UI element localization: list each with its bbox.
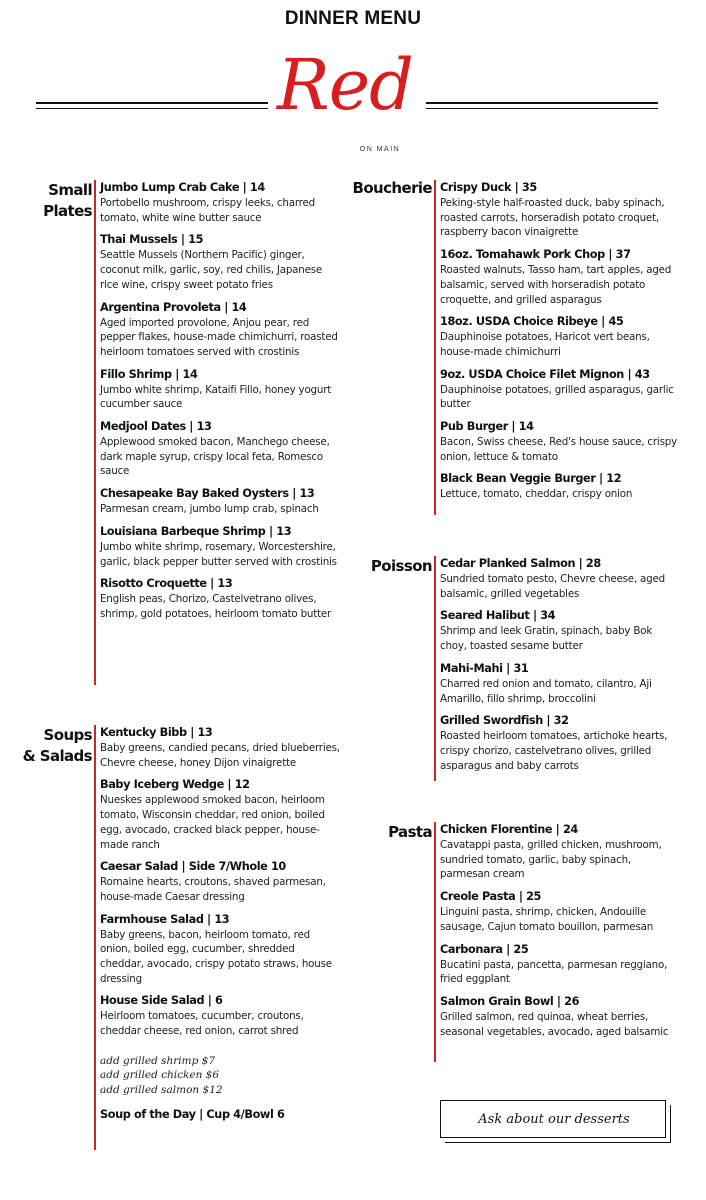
item-description: Bucatini pasta, pancetta, parmesan reggiano, fried eggplant bbox=[440, 958, 668, 986]
header-rule-right-bottom bbox=[426, 108, 658, 109]
section-items bbox=[434, 556, 682, 781]
section-title bbox=[370, 822, 432, 843]
item-name: Jumbo Lump Crab Cake | 14 bbox=[100, 181, 265, 194]
menu-item bbox=[100, 859, 340, 904]
item-description: Grilled salmon, red quinoa, wheat berries, seasonal vegetables, avocado, aged balsamic bbox=[440, 1010, 669, 1038]
addon-item: add grilled shrimp $7 bbox=[100, 1054, 216, 1067]
item-name: Pub Burger | 14 bbox=[440, 420, 534, 434]
section-title-line: & Salads bbox=[22, 747, 92, 765]
menu-item bbox=[100, 725, 340, 770]
item-description: Roasted heirloom tomatoes, artichoke hearts, crispy chorizo, castelvetrano olives, grilled asparagus and baby carrots bbox=[440, 730, 668, 772]
item-name: Black Bean Veggie Burger | 12 bbox=[440, 472, 622, 486]
menu-item bbox=[440, 942, 682, 987]
item-name: Baby Iceberg Wedge | 12 bbox=[100, 778, 250, 792]
menu-item bbox=[440, 180, 682, 240]
item-name: Thai Mussels | 15 bbox=[100, 233, 204, 247]
item-description: Baby greens, bacon, heirloom tomato, red onion, boiled egg, cucumber, shredded cheddar, avocado, crispy potato straws, house dressing bbox=[100, 928, 332, 985]
restaurant-logo-subtext: ON MAIN bbox=[359, 146, 401, 153]
section-title bbox=[340, 178, 432, 199]
dessert-callout bbox=[440, 1100, 666, 1138]
item-description: Heirloom tomatoes, cucumber, croutons, cheddar cheese, red onion, carrot shred bbox=[100, 1010, 304, 1038]
item-name: Medjool Dates | 13 bbox=[100, 420, 212, 434]
section-items bbox=[94, 180, 340, 685]
item-description: Seattle Mussels (Northern Pacific) ginger, coconut milk, garlic, soy, red chilis, Japanese rice wine, crispy sweet potato fries bbox=[100, 249, 323, 291]
menu-item bbox=[100, 912, 340, 987]
item-description: Applewood smoked bacon, Manchego cheese, dark maple syrup, crispy local feta, Romesco sauce bbox=[100, 436, 330, 478]
item-name: Seared Halibut | 34 bbox=[440, 609, 556, 623]
item-description: Jumbo white shrimp, rosemary, Worcestershire, garlic, black pepper butter served with crostinis bbox=[100, 540, 337, 568]
section-title-line: Boucherie bbox=[352, 179, 432, 197]
section-title-line: Plates bbox=[43, 202, 92, 220]
menu-item bbox=[440, 822, 682, 882]
item-description: Sundried tomato pesto, Chevre cheese, aged balsamic, grilled vegetables bbox=[440, 573, 665, 600]
item-description: Dauphinoise potatoes, Haricot vert beans, house-made chimichurri bbox=[440, 331, 650, 358]
item-name: Chicken Florentine | 24 bbox=[440, 823, 578, 836]
item-description: Lettuce, tomato, cheddar, crispy onion bbox=[440, 488, 633, 501]
menu-item bbox=[440, 889, 682, 934]
section-title-line: Small bbox=[48, 181, 92, 199]
item-name: Mahi-Mahi | 31 bbox=[440, 661, 529, 675]
page-title: DINNER MENU bbox=[284, 8, 422, 29]
section-title-line: Pasta bbox=[388, 823, 432, 841]
addon-list bbox=[100, 1054, 340, 1098]
menu-item bbox=[100, 777, 340, 852]
menu-item bbox=[440, 367, 682, 412]
menu-item bbox=[440, 314, 682, 359]
menu-item bbox=[100, 993, 340, 1038]
item-name: Argentina Provoleta | 14 bbox=[100, 300, 247, 314]
menu-item bbox=[440, 713, 682, 773]
item-name: Carbonara | 25 bbox=[440, 942, 529, 956]
item-description: Aged imported provolone, Anjou pear, red pepper flakes, house-made chimichurri, roasted heirloom tomatoes served with crostinis bbox=[100, 316, 338, 358]
item-name: 16oz. Tomahawk Pork Chop | 37 bbox=[440, 248, 631, 262]
menu-item bbox=[440, 247, 682, 307]
item-name: 9oz. USDA Choice Filet Mignon | 43 bbox=[440, 367, 650, 381]
item-name: Farmhouse Salad | 13 bbox=[100, 912, 230, 926]
item-name: Grilled Swordfish | 32 bbox=[440, 714, 569, 728]
menu-item bbox=[100, 300, 340, 360]
addon-item: add grilled chicken $6 bbox=[100, 1069, 220, 1082]
menu-item bbox=[440, 994, 682, 1039]
item-description: Roasted walnuts, Tasso ham, tart apples, aged balsamic, served with horseradish potato croquette, and grilled asparagus bbox=[440, 264, 672, 306]
item-description: Bacon, Swiss cheese, Red's house sauce, crispy onion, lettuce & tomato bbox=[440, 436, 677, 463]
item-description: Portobello mushroom, crispy leeks, charred tomato, white wine butter sauce bbox=[100, 197, 315, 224]
menu-item bbox=[100, 486, 340, 517]
item-name: 18oz. USDA Choice Ribeye | 45 bbox=[440, 315, 624, 329]
section-title bbox=[360, 556, 432, 577]
item-description: Cavatappi pasta, grilled chicken, mushroom, sundried tomato, garlic, baby spinach, parmesan cream bbox=[440, 839, 662, 881]
soup-of-the-day: Soup of the Day | Cup 4/Bowl 6 bbox=[100, 1107, 285, 1121]
menu-item bbox=[440, 471, 682, 502]
menu-item bbox=[440, 556, 682, 601]
menu-item bbox=[440, 608, 682, 653]
section-title-line: Poisson bbox=[370, 557, 432, 575]
item-name: Caesar Salad | Side 7/Whole 10 bbox=[100, 860, 286, 874]
dessert-callout-text: Ask about our desserts bbox=[478, 1112, 630, 1127]
item-name: Salmon Grain Bowl | 26 bbox=[440, 994, 580, 1008]
restaurant-logo: Red bbox=[277, 44, 413, 126]
item-name: Cedar Planked Salmon | 28 bbox=[440, 557, 601, 570]
item-description: Baby greens, candied pecans, dried blueberries, Chevre cheese, honey Dijon vinaigrette bbox=[100, 742, 340, 769]
menu-item bbox=[100, 576, 340, 621]
menu-item bbox=[100, 367, 340, 412]
menu-item bbox=[100, 419, 340, 479]
section-items bbox=[434, 822, 682, 1062]
menu-item bbox=[100, 180, 340, 225]
item-description: Romaine hearts, croutons, shaved parmesan, house-made Caesar dressing bbox=[100, 876, 326, 903]
section-items bbox=[434, 180, 682, 515]
section-title bbox=[20, 180, 92, 222]
section-title-line: Soups bbox=[43, 726, 92, 744]
item-name: Risotto Croquette | 13 bbox=[100, 577, 233, 591]
section-items bbox=[94, 725, 340, 1150]
item-name: Fillo Shrimp | 14 bbox=[100, 367, 198, 381]
item-description: Shrimp and leek Gratin, spinach, baby Bok choy, toasted sesame butter bbox=[440, 625, 653, 653]
section-title bbox=[14, 725, 92, 767]
header-rule-right-top bbox=[426, 102, 658, 104]
menu-item bbox=[440, 419, 682, 464]
item-name: Creole Pasta | 25 bbox=[440, 890, 542, 904]
item-name: Crispy Duck | 35 bbox=[440, 181, 537, 194]
item-description: Charred red onion and tomato, cilantro, Aji Amarillo, fillo shrimp, broccolini bbox=[440, 677, 652, 705]
item-name: Louisiana Barbeque Shrimp | 13 bbox=[100, 524, 292, 538]
item-name: Chesapeake Bay Baked Oysters | 13 bbox=[100, 487, 315, 501]
item-description: Peking-style half-roasted duck, baby spinach, roasted carrots, horseradish potato croquet, raspberry bacon vinaigrette bbox=[440, 197, 665, 239]
item-description: Dauphinoise potatoes, grilled asparagus, garlic butter bbox=[440, 383, 674, 411]
item-name: Kentucky Bibb | 13 bbox=[100, 726, 213, 739]
menu-item bbox=[440, 661, 682, 706]
item-name: House Side Salad | 6 bbox=[100, 994, 223, 1008]
menu-item bbox=[100, 524, 340, 569]
item-description: Nueskes applewood smoked bacon, heirloom tomato, Wisconsin cheddar, red onion, boiled egg, avocado, cracked black pepper, house-made ranch bbox=[100, 794, 325, 851]
item-description: Jumbo white shrimp, Kataifi Fillo, honey yogurt cucumber sauce bbox=[100, 383, 332, 411]
item-description: English peas, Chorizo, Castelvetrano olives, shrimp, gold potatoes, heirloom tomato butter bbox=[100, 593, 332, 620]
item-description: Parmesan cream, jumbo lump crab, spinach bbox=[100, 503, 319, 516]
addon-item: add grilled salmon $12 bbox=[100, 1084, 223, 1097]
menu-item bbox=[100, 232, 340, 292]
item-description: Linguini pasta, shrimp, chicken, Andouille sausage, Cajun tomato bouillon, parmesan bbox=[440, 906, 654, 933]
